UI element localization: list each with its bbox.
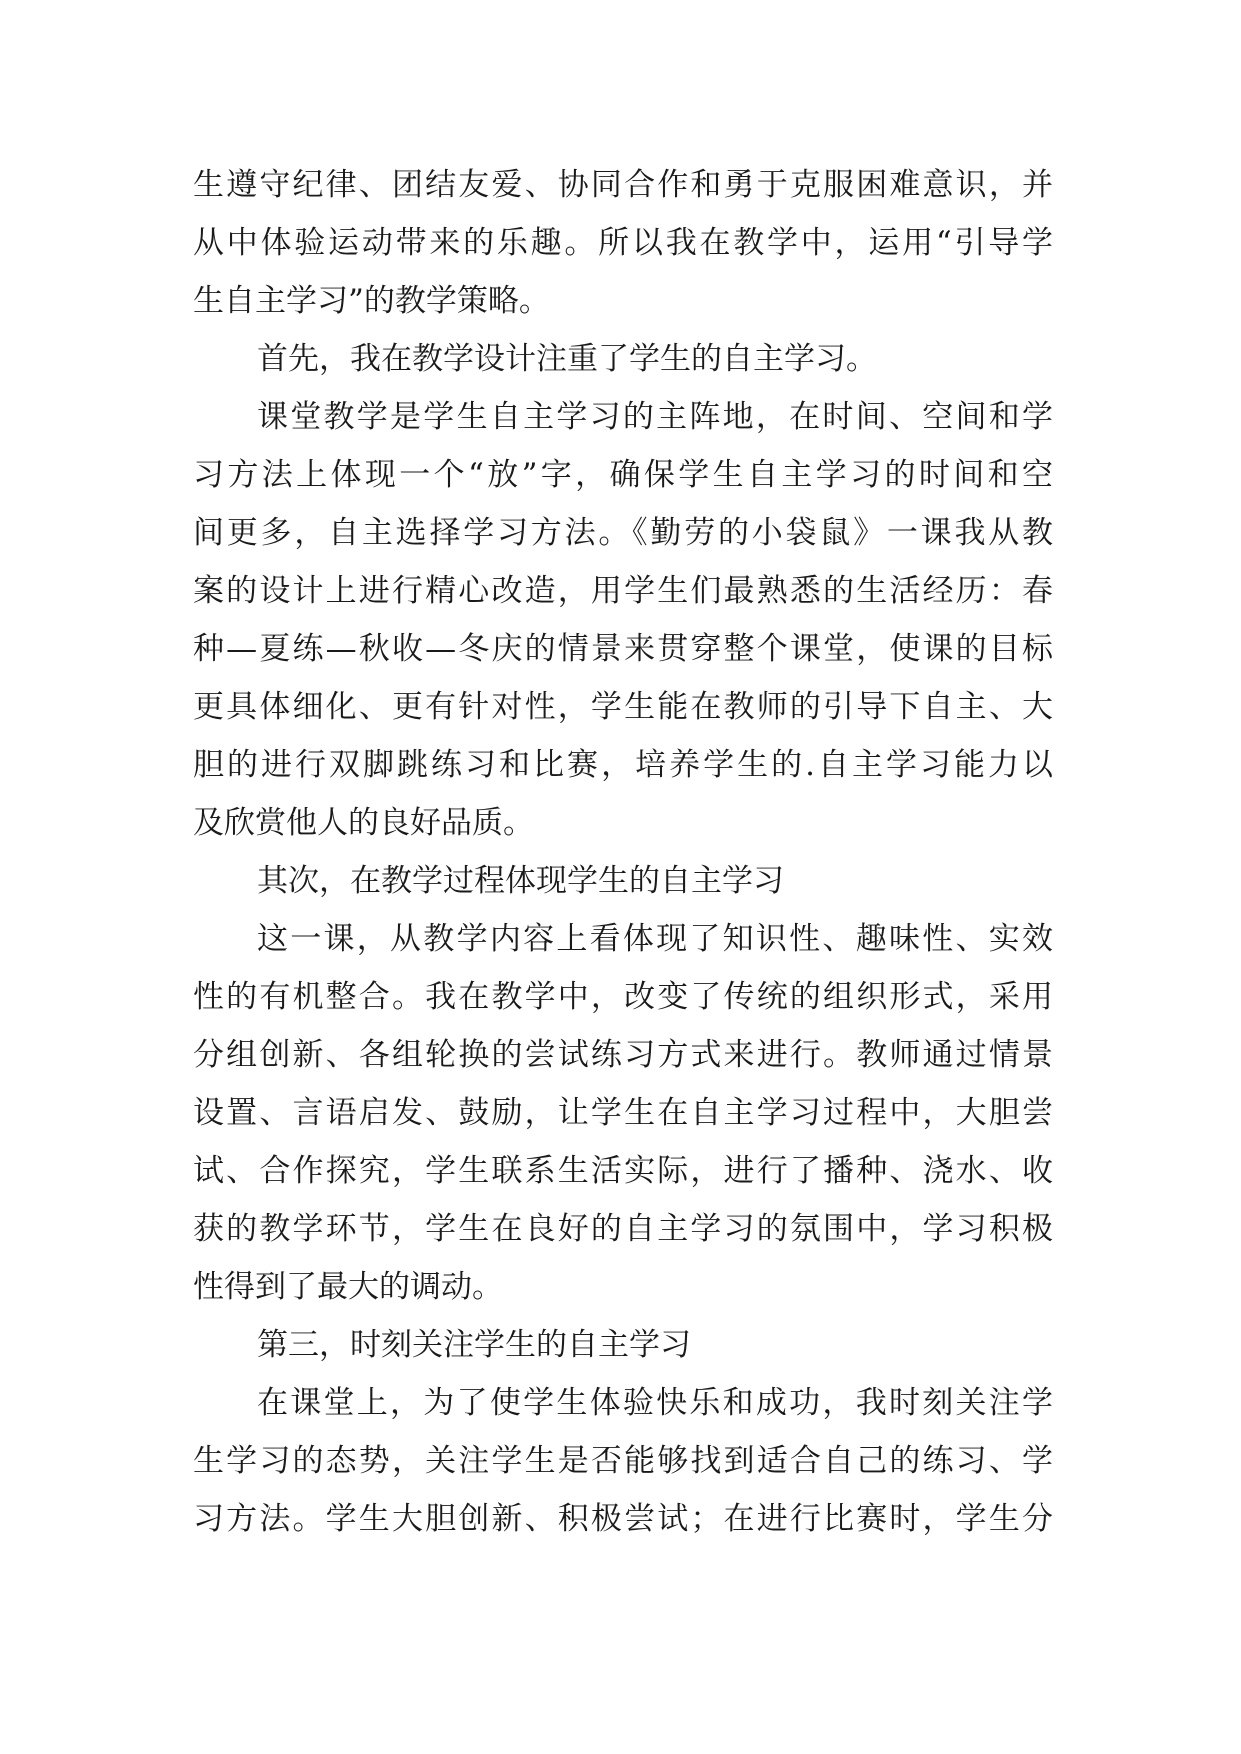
text-line: 种—夏练—秋收—冬庆的情景来贯穿整个课堂，使课的目标 bbox=[193, 631, 1053, 667]
text-line: 其次，在教学过程体现学生的自主学习 bbox=[257, 863, 784, 899]
text-line: 试、合作探究，学生联系生活实际，进行了播种、浇水、收 bbox=[193, 1153, 1053, 1189]
text-line: 分组创新、各组轮换的尝试练习方式来进行。教师通过情景 bbox=[193, 1037, 1053, 1073]
document-body bbox=[193, 156, 1053, 1548]
text-line: 及欣赏他人的良好品质。 bbox=[193, 805, 534, 841]
text-line: 习方法上体现一个“放”字，确保学生自主学习的时间和空 bbox=[193, 457, 1053, 493]
text-line: 习方法。学生大胆创新、积极尝试；在进行比赛时，学生分 bbox=[193, 1501, 1053, 1537]
text-line: 首先，我在教学设计注重了学生的自主学习。 bbox=[257, 341, 877, 377]
text-line: 案的设计上进行精心改造，用学生们最熟悉的生活经历：春 bbox=[193, 573, 1053, 609]
text-line: 生学习的态势，关注学生是否能够找到适合自己的练习、学 bbox=[193, 1443, 1053, 1479]
text-line: 更具体细化、更有针对性，学生能在教师的引导下自主、大 bbox=[193, 689, 1053, 725]
text-line: 第三，时刻关注学生的自主学习 bbox=[257, 1327, 691, 1363]
text-line: 性的有机整合。我在教学中，改变了传统的组织形式，采用 bbox=[193, 979, 1053, 1015]
text-line: 间更多，自主选择学习方法。《勤劳的小袋鼠》一课我从教 bbox=[193, 515, 1053, 551]
text-line: 这一课，从教学内容上看体现了知识性、趣味性、实效 bbox=[257, 921, 1053, 957]
text-line: 课堂教学是学生自主学习的主阵地，在时间、空间和学 bbox=[257, 399, 1053, 435]
text-line: 生遵守纪律、团结友爱、协同合作和勇于克服困难意识，并 bbox=[193, 167, 1053, 203]
text-line: 从中体验运动带来的乐趣。所以我在教学中，运用“引导学 bbox=[193, 225, 1053, 261]
text-line: 胆的进行双脚跳练习和比赛，培养学生的.自主学习能力以 bbox=[193, 747, 1053, 783]
text-line: 生自主学习”的教学策略。 bbox=[193, 283, 550, 319]
text-line: 获的教学环节，学生在良好的自主学习的氛围中，学习积极 bbox=[193, 1211, 1053, 1247]
text-line: 设置、言语启发、鼓励，让学生在自主学习过程中，大胆尝 bbox=[193, 1095, 1053, 1131]
text-line: 在课堂上，为了使学生体验快乐和成功，我时刻关注学 bbox=[257, 1385, 1053, 1421]
text-line: 性得到了最大的调动。 bbox=[193, 1269, 503, 1305]
